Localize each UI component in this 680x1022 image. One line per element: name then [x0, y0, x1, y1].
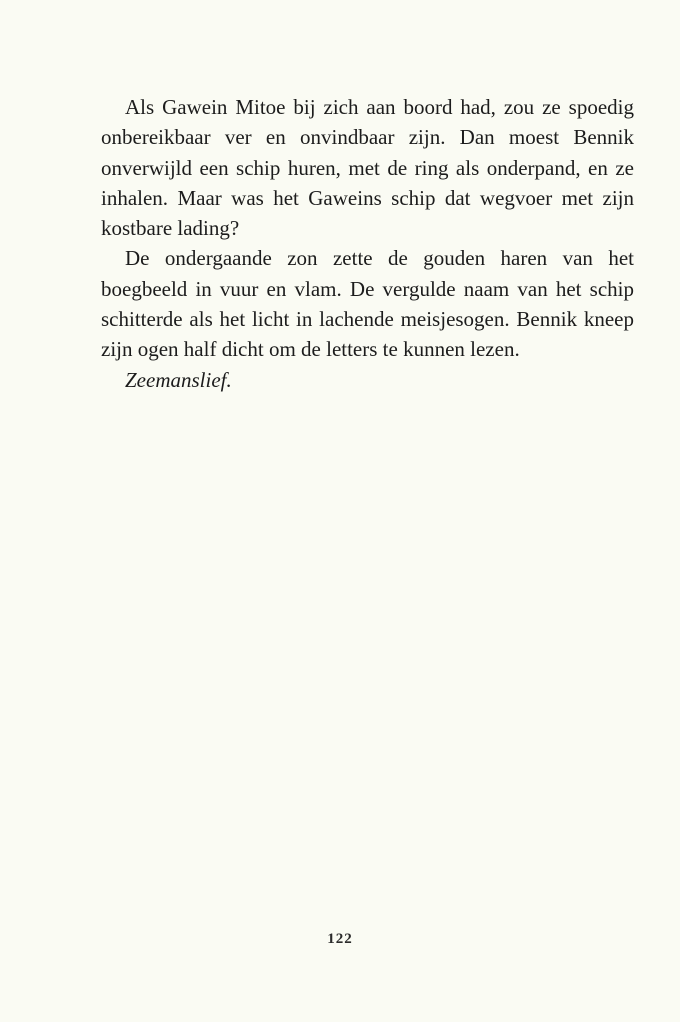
paragraph-2: De ondergaande zon zette de gouden haren van het boegbeeld in vuur en vlam. De vergulde naam van het schip schitterde als het licht in lachende meisjesogen. Bennik kneep zijn ogen half dicht om de letters te kunnen lezen. — [101, 246, 634, 362]
page-number: 122 — [327, 931, 353, 947]
body-text — [101, 92, 634, 395]
paragraph-1: Als Gawein Mitoe bij zich aan boord had, zou ze spoedig onbereikbaar ver en onvindbaar zijn. Dan moest Bennik onverwijld een schip huren, met de ring als onderpand, en ze inhalen. Maar was het Gaweins schip dat wegvoer met zijn kostbare lading? — [101, 95, 634, 241]
ship-name: Zeemanslief. — [125, 367, 232, 392]
